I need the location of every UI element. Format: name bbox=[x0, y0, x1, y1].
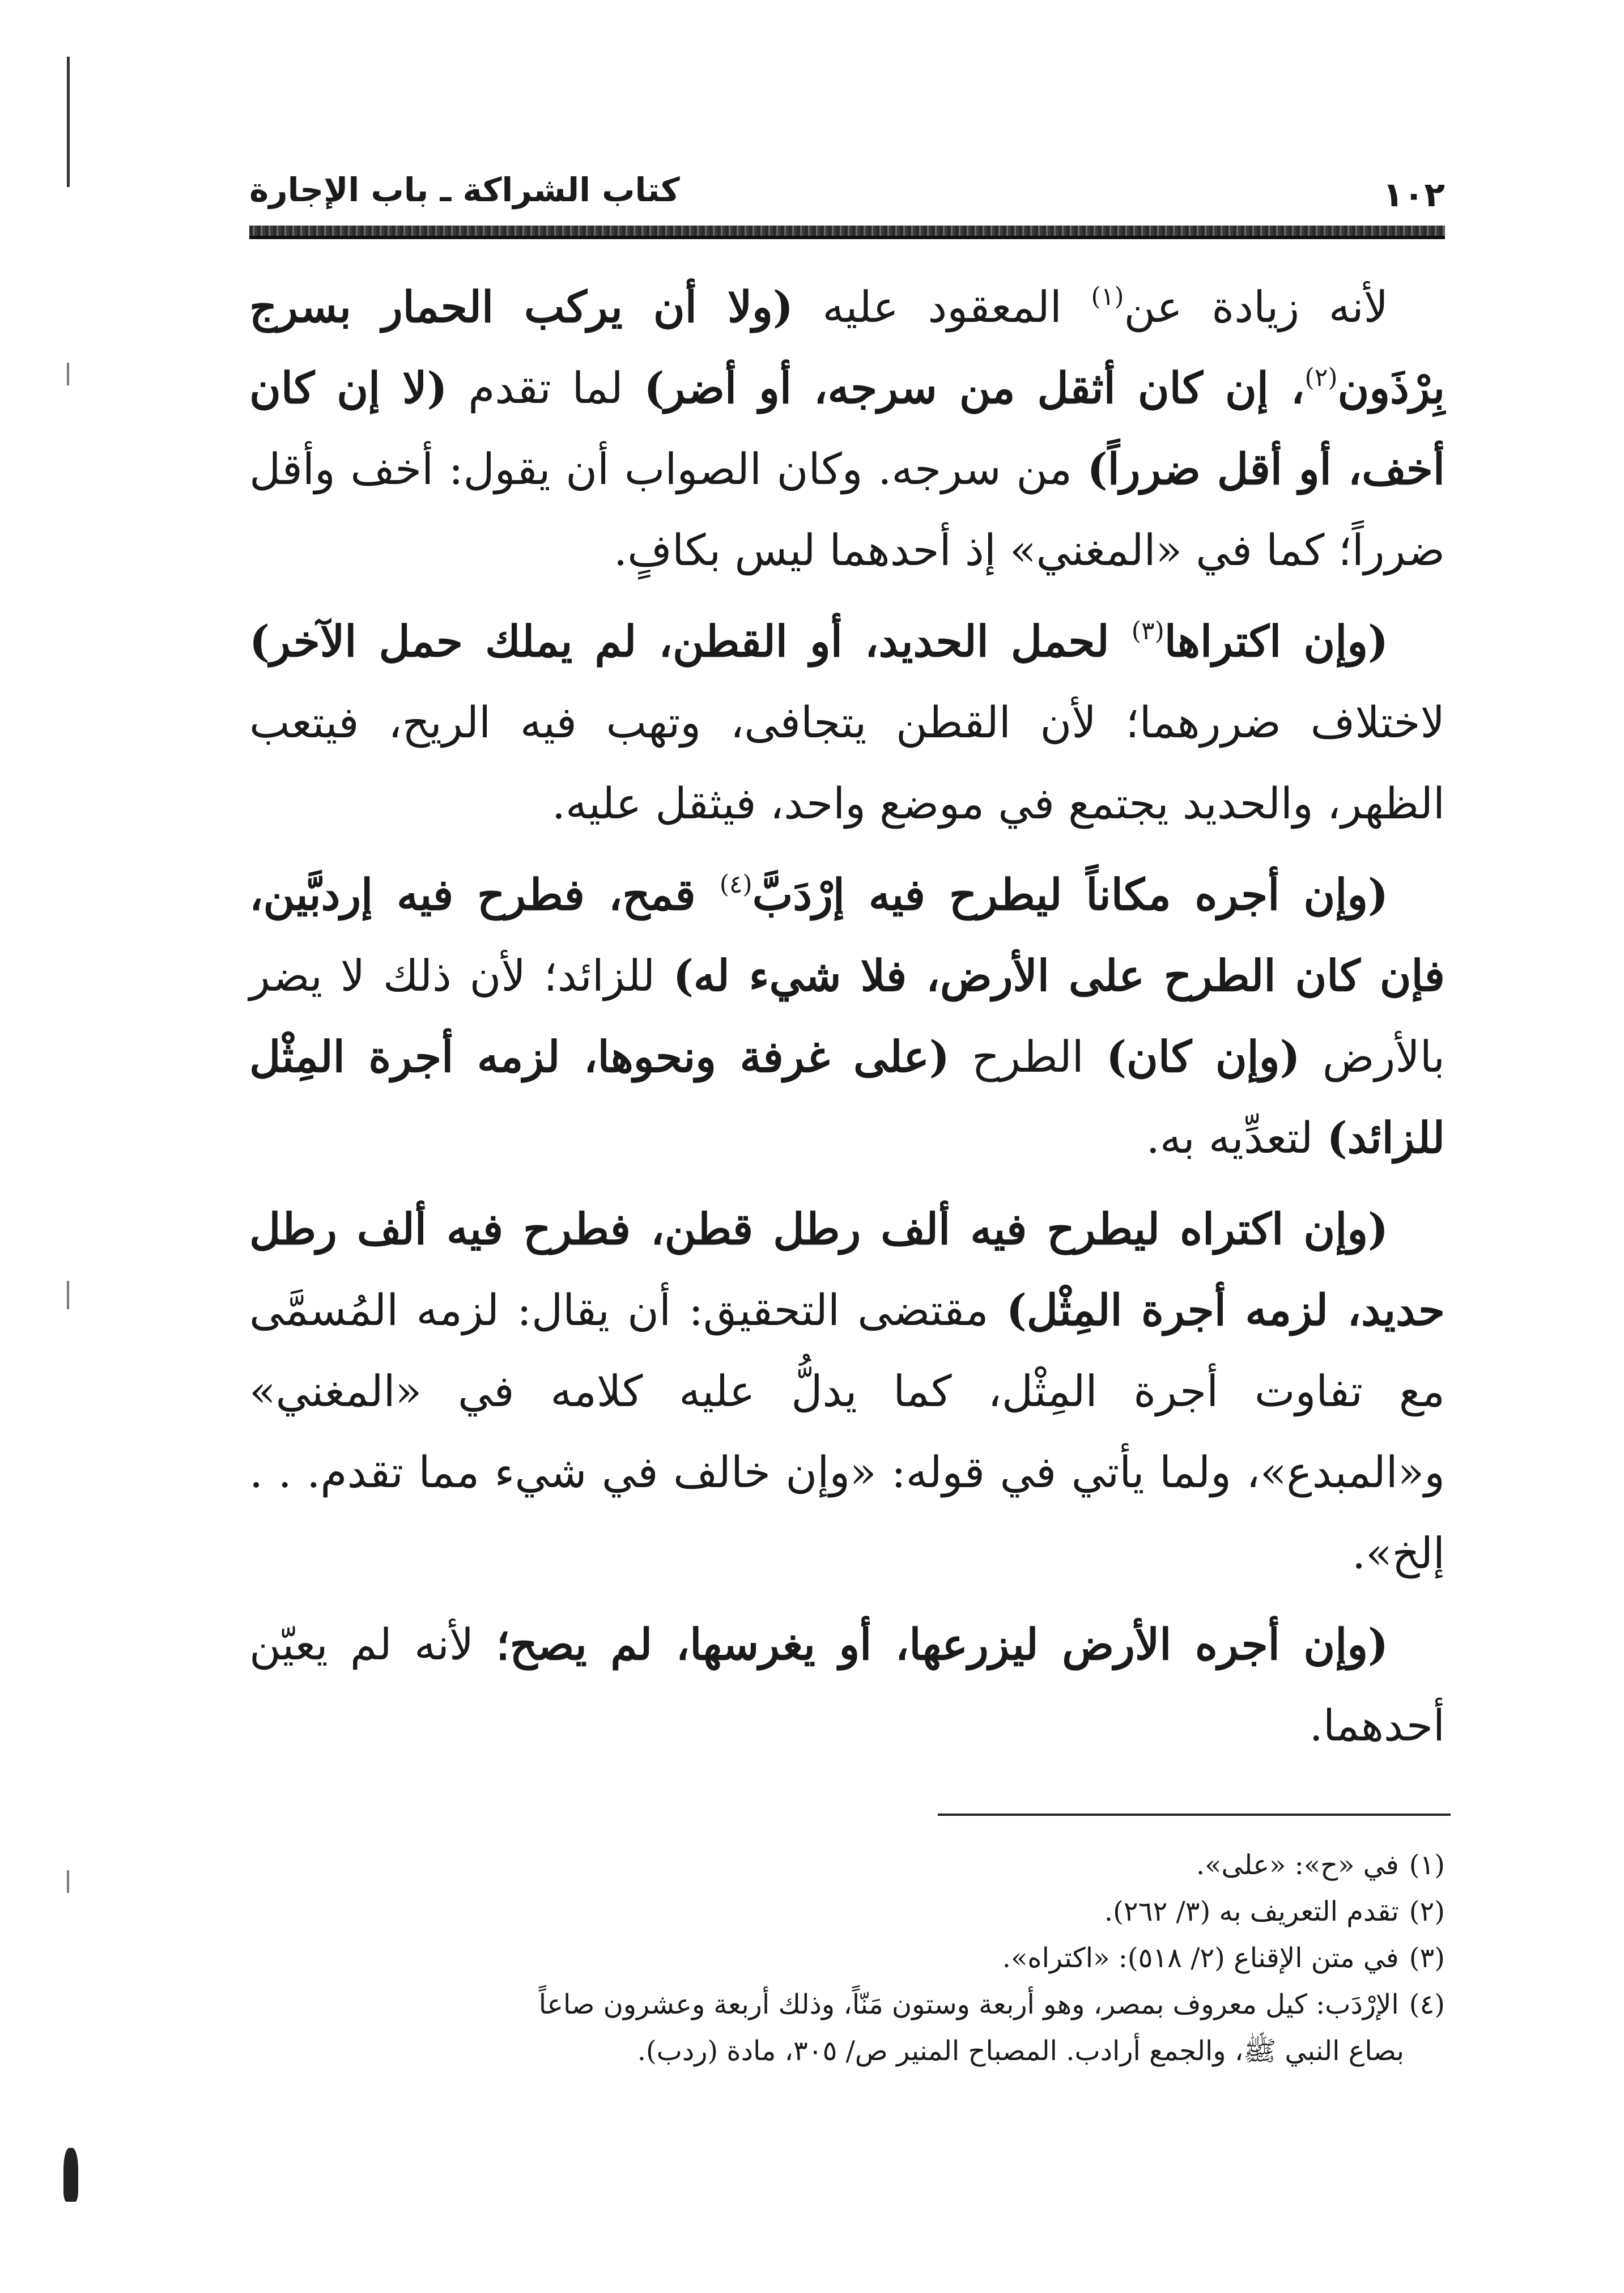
body-paragraph bbox=[249, 854, 1445, 1178]
matn-text: (وإن اكتراه ليطرح فيه ألف رطل قطن، فطرح فيه ألف رطل حديد، لزمه أجرة المِثْل) bbox=[249, 1204, 1446, 1335]
sharh-text: لما تقدم bbox=[447, 363, 644, 413]
sharh-text: المعقود عليه bbox=[793, 282, 1091, 332]
footnote-text: في متن الإقناع (٢/ ٥١٨): «اكتراه». bbox=[1002, 1942, 1399, 1974]
sharh-text: لتعدِّيه به. bbox=[1146, 1112, 1327, 1163]
matn-text: لحمل الحديد، أو القطن، لم يملك حمل الآخر) bbox=[249, 616, 1132, 666]
matn-text: (لا إن كان أخف، أو أقل ضرراً) bbox=[249, 363, 1445, 494]
sharh-text: من سرجه. وكان الصواب أن يقول: أخف وأقل ضرراً؛ كما في «المغني» إذ أحدهما ليس بكافٍ. bbox=[249, 444, 1445, 575]
footnote-number: (٣) bbox=[1409, 1942, 1445, 1974]
body-paragraph bbox=[249, 601, 1445, 844]
footnote bbox=[249, 1888, 1445, 1935]
matn-text: (وإن أجره مكاناً ليطرح فيه إرْدَبَّ bbox=[752, 869, 1388, 920]
footnote-text: في «ح»: «على». bbox=[1196, 1849, 1399, 1881]
matn-text: قمح، فطرح فيه إردبَّين، فإن كان الطرح على الأرض، فلا شيء له) bbox=[249, 869, 1445, 1001]
matn-text: (وإن كان) bbox=[1106, 1031, 1300, 1082]
running-header-title: كتاب الشراكة ـ باب الإجارة bbox=[249, 171, 680, 209]
matn-text: ، إن كان أثقل من سرجه، أو أضر) bbox=[644, 363, 1305, 413]
body-paragraph bbox=[249, 1188, 1445, 1594]
scan-edge-mark bbox=[67, 1870, 69, 1893]
scan-binding-shadow bbox=[63, 2148, 78, 2202]
matn-text: (ولا أن يركب الحمار بسرج بِرْذَون bbox=[249, 282, 1445, 413]
footnote-separator bbox=[938, 1814, 1451, 1816]
footnotes bbox=[249, 1842, 1445, 2074]
scan-edge-mark bbox=[67, 1281, 69, 1309]
running-header bbox=[249, 167, 1445, 213]
matn-text: (على غرفة ونحوها، لزمه أجرة المِثْل للزائد) bbox=[249, 1031, 1445, 1163]
footnote-marker: (٢) bbox=[1304, 363, 1338, 392]
footnote-text: تقدم التعريف به (٣/ ٢٦٢). bbox=[1104, 1896, 1399, 1927]
sharh-text: للزائد؛ لأن ذلك لا يضر بالأرض bbox=[249, 950, 1446, 1082]
matn-text: (وإن اكتراها bbox=[1164, 616, 1389, 666]
matn-text: (وإن أجره الأرض ليزرعها، أو يغرسها، لم يصح؛ bbox=[496, 1619, 1388, 1670]
main-text bbox=[249, 266, 1445, 1766]
scan-edge-mark bbox=[67, 363, 69, 385]
scan-edge-mark bbox=[67, 57, 70, 187]
sharh-text: لاختلاف ضررهما؛ لأن القطن يتجافى، وتهب فيه الريح، فيتعب الظهر، والحديد يجتمع في موضع واحد، فيثقل عليه. bbox=[249, 697, 1445, 829]
footnote-marker: (٣) bbox=[1131, 617, 1164, 646]
header-rule bbox=[249, 226, 1445, 239]
sharh-text: لأنه زيادة عن bbox=[1124, 282, 1388, 332]
footnote bbox=[249, 1842, 1445, 1888]
footnote-text: الإرْدَب: كيل معروف بمصر، وهو أربعة وستون مَنّاً، وذلك أربعة وعشرون صاعاً bbox=[538, 1989, 1399, 2020]
page-number: ١٠٢ bbox=[1383, 175, 1445, 215]
sharh-text: لأنه لم يعيّن أحدهما. bbox=[249, 1619, 1445, 1751]
footnote bbox=[249, 1935, 1445, 1981]
footnote bbox=[249, 1981, 1445, 2074]
footnote-number: (٤) bbox=[1409, 1989, 1445, 2020]
sharh-text: الطرح bbox=[949, 1031, 1107, 1082]
sharh-text: مقتضى التحقيق: أن يقال: لزمه المُسمَّى مع تفاوت أجرة المِثْل، كما يدلُّ عليه كلامه في «المغني» و«المبدع»، ولما يأتي في قوله: «وإن خالف في شيء مما تقدم. . . إلخ». bbox=[249, 1285, 1445, 1578]
footnote-number: (٢) bbox=[1409, 1896, 1445, 1927]
footnote-marker: (١) bbox=[1091, 282, 1124, 311]
footnote-number: (١) bbox=[1409, 1849, 1445, 1881]
footnote-marker: (٤) bbox=[719, 870, 753, 899]
body-paragraph bbox=[249, 266, 1445, 591]
footnote-text-continuation: بصاع النبي ﷺ، والجمع أرادب. المصباح المنير ص/ ٣٠٥، مادة (ردب). bbox=[637, 2035, 1404, 2067]
body-paragraph bbox=[249, 1604, 1445, 1766]
